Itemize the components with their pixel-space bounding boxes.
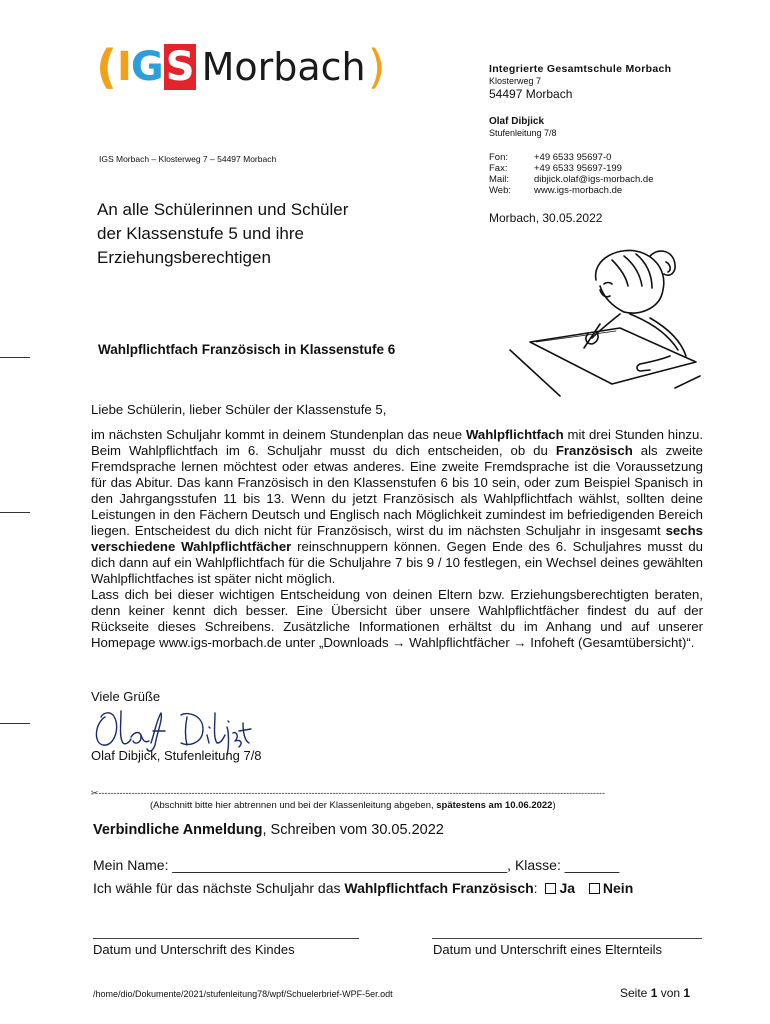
sender-line: IGS Morbach – Klosterweg 7 – 54497 Morbach <box>99 154 277 164</box>
footer-page-number: Seite 1 von 1 <box>620 986 691 1000</box>
checkbox-nein[interactable] <box>589 883 600 894</box>
recipient-block <box>97 198 427 270</box>
logo-bracket-close: ) <box>367 40 386 94</box>
school-logo <box>96 42 386 92</box>
registration-title: Verbindliche Anmeldung, Schreiben vom 30.05.2022 <box>93 822 444 838</box>
contact-row-fon: Fon: +49 6533 95697-0 <box>489 152 612 163</box>
contact-role: Stufenleitung 7/8 <box>489 128 557 138</box>
checkbox-ja-label: Ja <box>559 880 576 896</box>
writing-child-illustration <box>500 238 710 398</box>
fold-mark-bottom <box>0 723 30 724</box>
signer-name: Olaf Dibjick, Stufenleitung 7/8 <box>91 748 262 763</box>
body-paragraph-1: im nächsten Schuljahr kommt in deinem Stundenplan das neue Wahlpflichtfach mit drei Stunden hinzu. Beim Wahlpflichtfach im 6. Schuljahr musst du dich entscheiden, ob du Französisch als zweite Fremdsprache lernen möchtest oder etwas anderes. Eine zweite Fremdsprache ist die Voraussetzung für das Abitur. Das kann Französisch in den Klassenstufen 6 bis 10 sein, oder zum Beispiel Spanisch in den Jahrgangsstufen 11 bis 13. Wenn du jetzt Französisch als Wahlpflichtfach wählst, sollten deine Leistungen in den Fächern Deutsch und Englisch nach Möglichkeit zumindest im befriedigenden Bereich liegen. Entscheidest du dich nicht für Französisch, wirst du im nächsten Schuljahr in insgesamt sechs verschiedene Wahlpflichtfächer reinschnuppern können. Gegen Ende des 6. Schuljahres musst du dich dann auf ein Wahlpflichtfach für die Schuljahre 7 bis 9 / 10 festlegen, ein Wechsel deines gewählten Wahlpflichtfaches ist später nicht möglich. <box>91 427 703 586</box>
fold-mark-top <box>0 357 30 358</box>
school-name: Integrierte Gesamtschule Morbach <box>489 63 672 75</box>
closing: Viele Grüße <box>91 689 161 704</box>
signature-line-child[interactable] <box>93 938 359 939</box>
school-city: 54497 Morbach <box>489 87 573 101</box>
letter-body <box>91 402 703 651</box>
name-class-field-line[interactable]: Mein Name: ___________________________________________, Klasse: _______ <box>93 857 620 873</box>
signature-line-parent[interactable] <box>432 938 702 939</box>
recipient-line-3: Erziehungsberechtigen <box>97 248 271 267</box>
cut-line: ✂------------------------------------------------------------------------------------------------------------------------------------------------------------------------- <box>91 788 606 798</box>
logo-igs: IGS <box>117 44 194 90</box>
letter-date: Morbach, 30.05.2022 <box>489 211 603 225</box>
contact-table <box>489 152 653 196</box>
logo-name: Morbach <box>201 45 366 89</box>
checkbox-nein-label: Nein <box>602 880 634 896</box>
contact-row-mail: Mail: dibjick.olaf@igs-morbach.de <box>489 174 654 185</box>
checkbox-ja[interactable] <box>545 883 556 894</box>
recipient-line-2: der Klassenstufe 5 und ihre <box>97 224 304 243</box>
greeting: Liebe Schülerin, lieber Schüler der Klassenstufe 5, <box>91 402 387 417</box>
recipient-line-1: An alle Schülerinnen und Schüler <box>97 200 349 219</box>
choice-line: Ich wähle für das nächste Schuljahr das Wahlpflichtfach Französisch: Ja Nein <box>93 880 634 896</box>
logo-bracket-open: ( <box>96 40 118 94</box>
fold-mark-middle <box>0 512 30 513</box>
signature-label-child: Datum und Unterschrift des Kindes <box>93 942 295 957</box>
cut-note: (Abschnitt bitte hier abtrennen und bei der Klassenleitung abgeben, spätestens am 10.06.2022) <box>150 800 556 811</box>
school-street: Klosterweg 7 <box>489 76 542 86</box>
contact-row-web: Web: www.igs-morbach.de <box>489 185 623 196</box>
contact-name: Olaf Dibjick <box>489 116 545 127</box>
signature-label-parent: Datum und Unterschrift eines Elternteils <box>433 942 663 957</box>
footer-file-path: /home/dio/Dokumente/2021/stufenleitung78/wpf/Schuelerbrief-WPF-5er.odt <box>93 989 393 999</box>
contact-row-fax: Fax: +49 6533 95697-199 <box>489 163 622 174</box>
letter-subject: Wahlpflichtfach Französisch in Klassenstufe 6 <box>98 342 396 357</box>
body-paragraph-2: Lass dich bei dieser wichtigen Entscheidung von deinen Eltern bzw. Erziehungsberechtigten beraten, denn keiner kennt dich besser. Eine Übersicht über unsere Wahlpflichtfächer findest du auf der Rückseite dieses Schreibens. Zusätzliche Informationen erhältst du im Anhang und auf unserer Homepage www.igs-morbach.de unter „Downloads → Wahlpflichtfächer → Infoheft (Gesamtübersicht)“. <box>91 587 703 650</box>
